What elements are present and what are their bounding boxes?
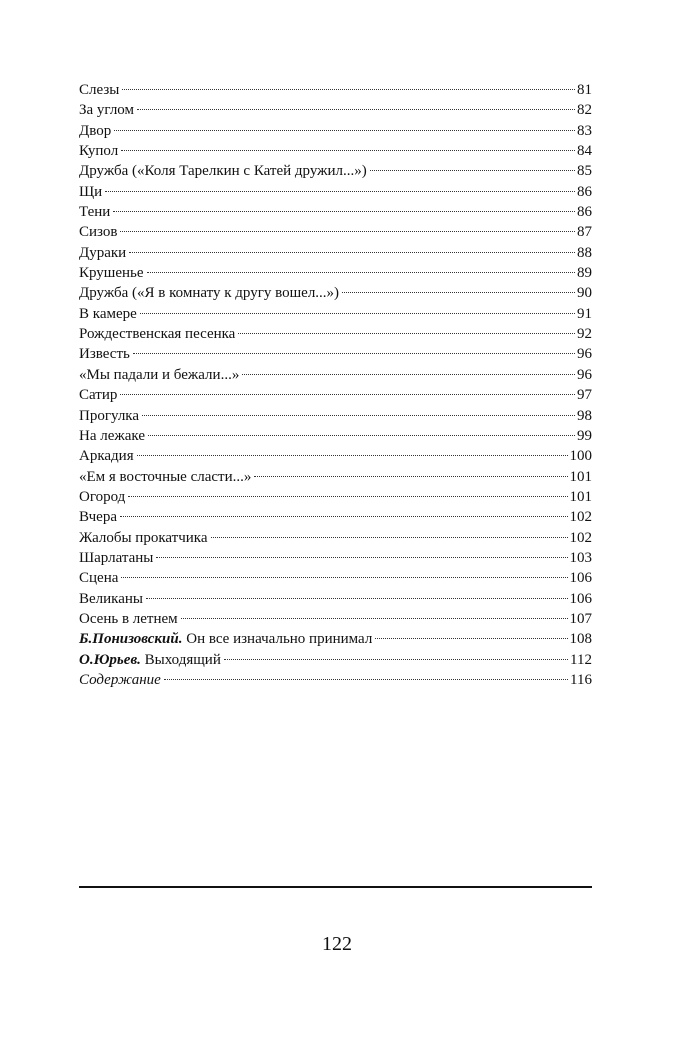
page-number: 122	[322, 933, 352, 955]
toc-entry-page: 116	[570, 671, 592, 688]
toc-entry[interactable]	[79, 161, 592, 181]
toc-entry[interactable]	[79, 568, 592, 588]
toc-entry-page: 85	[577, 163, 592, 180]
toc-entry-title: Содержание	[79, 671, 161, 688]
toc-entry-page: 99	[577, 427, 592, 444]
toc-entry-page: 96	[577, 366, 592, 383]
toc-leader-dots	[375, 638, 567, 639]
toc-entry[interactable]	[79, 670, 592, 690]
toc-entry-title: Дураки	[79, 244, 127, 261]
toc-entry-work: Выходящий	[144, 651, 221, 668]
toc-leader-dots	[105, 191, 575, 192]
toc-leader-dots	[140, 313, 575, 314]
toc-leader-dots	[137, 455, 568, 456]
toc-entry-page: 107	[569, 610, 592, 627]
toc-leader-dots	[121, 577, 567, 578]
toc-leader-dots	[128, 496, 567, 497]
toc-entry-page: 98	[577, 407, 592, 424]
toc-leader-dots	[224, 659, 568, 660]
toc-entry-page: 82	[577, 102, 592, 119]
toc-entry[interactable]	[79, 507, 592, 527]
toc-leader-dots	[129, 252, 575, 253]
toc-entry[interactable]	[79, 650, 592, 670]
toc-entry[interactable]	[79, 121, 592, 141]
toc-entry-author: О.Юрьев.	[79, 651, 141, 668]
toc-leader-dots	[181, 618, 568, 619]
toc-leader-dots	[133, 353, 575, 354]
toc-entry[interactable]	[79, 100, 592, 120]
toc-entry-title: Известь	[79, 346, 130, 363]
toc-entry-page: 108	[569, 631, 592, 648]
toc-entry-page: 112	[570, 651, 592, 668]
toc-entry-title: Дружба («Я в комнату к другу вошел...»)	[79, 285, 340, 302]
toc-entry[interactable]	[79, 304, 592, 324]
toc-entry[interactable]	[79, 141, 592, 161]
toc-leader-dots	[137, 109, 575, 110]
toc-leader-dots	[120, 516, 568, 517]
toc-entry-page: 83	[577, 122, 592, 139]
toc-entry-title: Крушенье	[79, 265, 144, 282]
toc-entry-title: Дружба («Коля Тарелкин с Катей дружил...»)	[79, 163, 367, 180]
toc-entry-page: 97	[577, 387, 592, 404]
toc-entry[interactable]	[79, 406, 592, 426]
toc-entry-page: 96	[577, 346, 592, 363]
toc-entry[interactable]	[79, 182, 592, 202]
toc-entry-title: Слезы	[79, 82, 120, 98]
toc-entry-title: Великаны	[79, 590, 143, 607]
toc-entry-title: За углом	[79, 102, 135, 119]
toc-entry-title: «Мы падали и бежали...»	[79, 366, 240, 383]
toc-entry-page: 87	[577, 224, 592, 241]
toc-entry[interactable]	[79, 446, 592, 466]
toc-entry-page: 106	[569, 590, 592, 607]
toc-leader-dots	[148, 435, 575, 436]
toc-entry[interactable]	[79, 243, 592, 263]
toc-leader-dots	[211, 537, 568, 538]
toc-entry[interactable]	[79, 426, 592, 446]
toc-leader-dots	[114, 130, 575, 131]
toc-leader-dots	[254, 476, 567, 477]
toc-leader-dots	[342, 292, 575, 293]
toc-entry-title: В камере	[79, 305, 137, 322]
toc-entry-title: Шарлатаны	[79, 549, 154, 566]
toc-entry-page: 101	[569, 468, 592, 485]
toc-leader-dots	[142, 415, 575, 416]
toc-entry-title	[79, 629, 372, 649]
toc-entry-title: Огород	[79, 488, 126, 505]
toc-entry-page: 86	[577, 183, 592, 200]
toc-entry-title: Щи	[79, 183, 103, 200]
toc-leader-dots	[370, 170, 575, 171]
toc-entry-page: 102	[569, 529, 592, 546]
toc-entry-page: 88	[577, 244, 592, 261]
toc-leader-dots	[122, 89, 575, 90]
toc-entry[interactable]	[79, 385, 592, 405]
toc-entry[interactable]	[79, 548, 592, 568]
toc-entry-title: «Ем я восточные сласти...»	[79, 468, 252, 485]
toc-entry[interactable]	[79, 609, 592, 629]
toc-entry[interactable]	[79, 344, 592, 364]
toc-leader-dots	[146, 598, 568, 599]
toc-entry[interactable]	[79, 589, 592, 609]
toc-entry-page: 106	[569, 570, 592, 587]
toc-entry-page: 102	[569, 509, 592, 526]
toc-entry-page: 92	[577, 326, 592, 343]
toc-entry-title: Сизов	[79, 224, 118, 241]
toc-entry-page: 103	[569, 549, 592, 566]
toc-entry-page: 101	[569, 488, 592, 505]
table-of-contents	[79, 80, 592, 690]
toc-entry[interactable]	[79, 528, 592, 548]
toc-entry[interactable]	[79, 263, 592, 283]
toc-entry-page: 91	[577, 305, 592, 322]
toc-entry-title: Осень в летнем	[79, 610, 178, 627]
toc-entry[interactable]	[79, 222, 592, 242]
toc-entry-author: Б.Понизовский.	[79, 631, 183, 648]
toc-entry[interactable]	[79, 467, 592, 487]
toc-entry[interactable]	[79, 629, 592, 649]
toc-leader-dots	[121, 150, 575, 151]
toc-entry[interactable]	[79, 365, 592, 385]
toc-leader-dots	[147, 272, 575, 273]
toc-entry-title: Вчера	[79, 509, 117, 526]
toc-entry-title: На лежаке	[79, 427, 145, 444]
toc-entry-title	[79, 650, 221, 670]
toc-leader-dots	[156, 557, 567, 558]
toc-entry[interactable]	[79, 202, 592, 222]
toc-entry-title: Тени	[79, 204, 111, 221]
toc-entry-page: 100	[569, 448, 592, 465]
footer-rule	[79, 886, 592, 888]
toc-leader-dots	[113, 211, 575, 212]
toc-leader-dots	[120, 231, 575, 232]
toc-leader-dots	[164, 679, 568, 680]
toc-entry-page: 90	[577, 285, 592, 302]
toc-entry-page: 81	[577, 82, 592, 98]
toc-entry-title: Двор	[79, 122, 112, 139]
toc-entry-work: Он все изначально принимал	[186, 631, 373, 648]
toc-leader-dots	[238, 333, 575, 334]
toc-entry[interactable]	[79, 283, 592, 303]
toc-entry-title: Сатир	[79, 387, 118, 404]
toc-leader-dots	[242, 374, 575, 375]
toc-entry[interactable]	[79, 324, 592, 344]
toc-entry-title: Жалобы прокатчика	[79, 529, 208, 546]
toc-entry-title: Купол	[79, 143, 119, 160]
toc-entry-page: 89	[577, 265, 592, 282]
toc-entry-title: Сцена	[79, 570, 119, 587]
toc-entry-page: 84	[577, 143, 592, 160]
toc-leader-dots	[120, 394, 575, 395]
toc-entry-page: 86	[577, 204, 592, 221]
toc-entry-title: Рождественская песенка	[79, 326, 236, 343]
toc-entry[interactable]	[79, 80, 592, 100]
toc-entry-title: Аркадия	[79, 448, 134, 465]
toc-entry-title: Прогулка	[79, 407, 140, 424]
toc-entry[interactable]	[79, 487, 592, 507]
